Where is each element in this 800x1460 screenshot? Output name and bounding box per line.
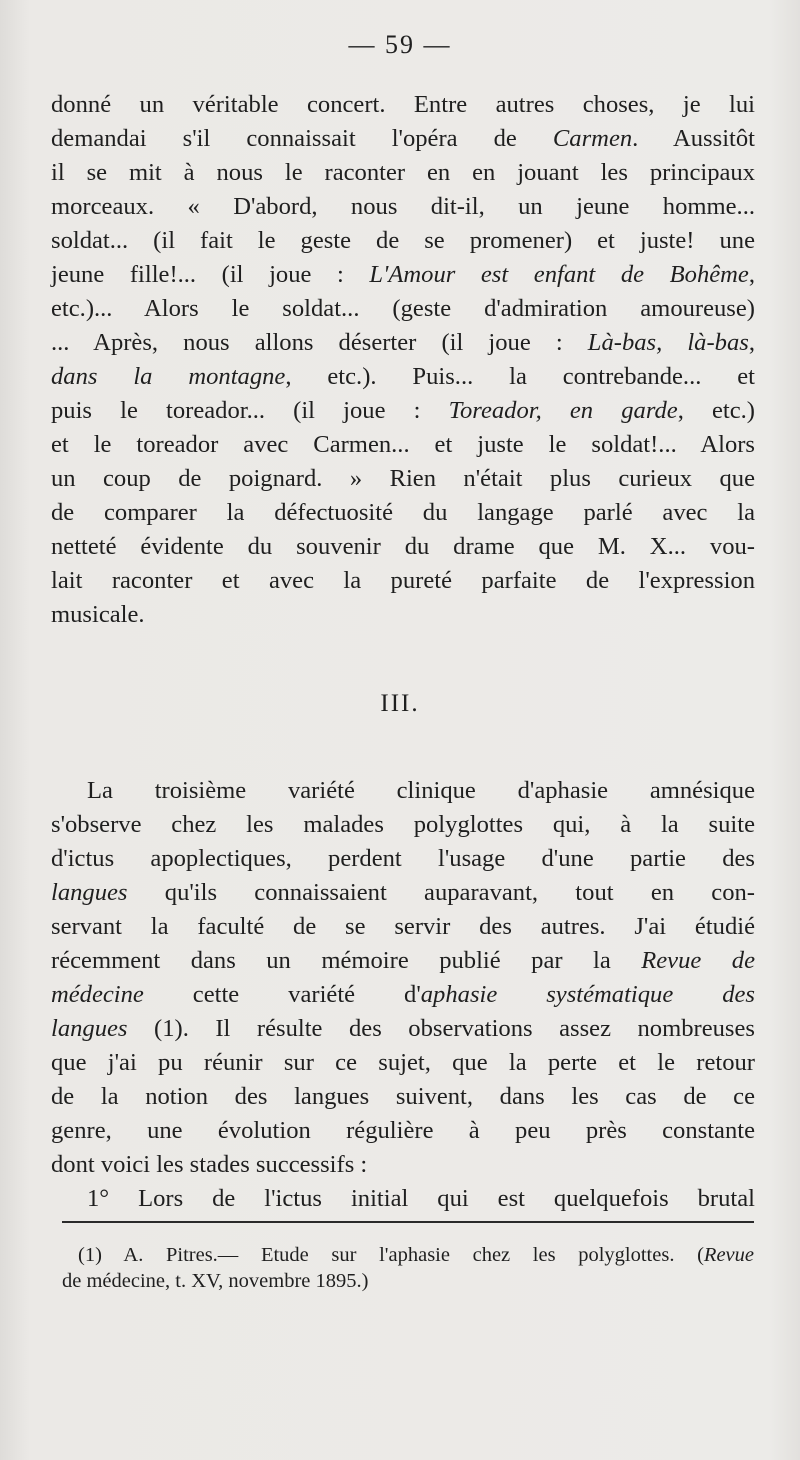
text-line: que j'ai pu réunir sur ce sujet, que la perte et le retour: [51, 1049, 755, 1076]
footnote-line: (1) A. Pitres.— Etude sur l'aphasie chez les polyglottes. (Revue: [78, 1244, 754, 1266]
text-line: demandai s'il connaissait l'opéra de Carmen. Aussitôt: [51, 125, 755, 152]
footnote: [62, 1242, 754, 1294]
text-line: de la notion des langues suivent, dans les cas de ce: [51, 1083, 755, 1110]
text-line: netteté évidente du souvenir du drame que M. X... vou-: [51, 533, 755, 560]
text-line: genre, une évolution régulière à peu près constante: [51, 1117, 755, 1144]
text-line: 1° Lors de l'ictus initial qui est quelquefois brutal: [87, 1185, 755, 1212]
paragraph-carmen: [51, 88, 755, 632]
text-line: dont voici les stades successifs :: [51, 1151, 368, 1178]
text-line: langues (1). Il résulte des observations assez nombreuses: [51, 1015, 755, 1042]
text-line: dans la montagne, etc.). Puis... la contrebande... et: [51, 363, 755, 390]
text-line: un coup de poignard. » Rien n'était plus curieux que: [51, 465, 755, 492]
text-line: puis le toreador... (il joue : Toreador, en garde, etc.): [51, 397, 755, 424]
text-line: médecine cette variété d'aphasie systématique des: [51, 981, 755, 1008]
page-number: — 59 —: [348, 30, 452, 59]
text-line: lait raconter et avec la pureté parfaite de l'expression: [51, 567, 755, 594]
text-line: soldat... (il fait le geste de se promener) et juste! une: [51, 227, 755, 254]
text-line: etc.)... Alors le soldat... (geste d'admiration amoureuse): [51, 295, 755, 322]
text-line: servant la faculté de se servir des autres. J'ai étudié: [51, 913, 755, 940]
text-line: ... Après, nous allons déserter (il joue : Là-bas, là-bas,: [51, 329, 755, 356]
paragraph-polyglot-aphasia: [51, 774, 755, 1216]
text-line: musicale.: [51, 601, 145, 628]
text-line: il se mit à nous le raconter en en jouant les principaux: [51, 159, 755, 186]
text-line: donné un véritable concert. Entre autres choses, je lui: [51, 91, 755, 118]
footnote-divider: [62, 1221, 754, 1223]
text-line: morceaux. « D'abord, nous dit-il, un jeune homme...: [51, 193, 755, 220]
text-line: La troisième variété clinique d'aphasie amnésique: [87, 777, 755, 804]
text-line: jeune fille!... (il joue : L'Amour est enfant de Bohême,: [51, 261, 755, 288]
text-line: d'ictus apoplectiques, perdent l'usage d'une partie des: [51, 845, 755, 872]
footnote-line: de médecine, t. XV, novembre 1895.): [62, 1270, 369, 1292]
text-line: langues qu'ils connaissaient auparavant, tout en con-: [51, 879, 755, 906]
text-line: de comparer la défectuosité du langage parlé avec la: [51, 499, 755, 526]
text-line: s'observe chez les malades polyglottes qui, à la suite: [51, 811, 755, 838]
section-heading: III.: [380, 690, 420, 717]
text-line: récemment dans un mémoire publié par la Revue de: [51, 947, 755, 974]
text-line: et le toreador avec Carmen... et juste le soldat!... Alors: [51, 431, 755, 458]
